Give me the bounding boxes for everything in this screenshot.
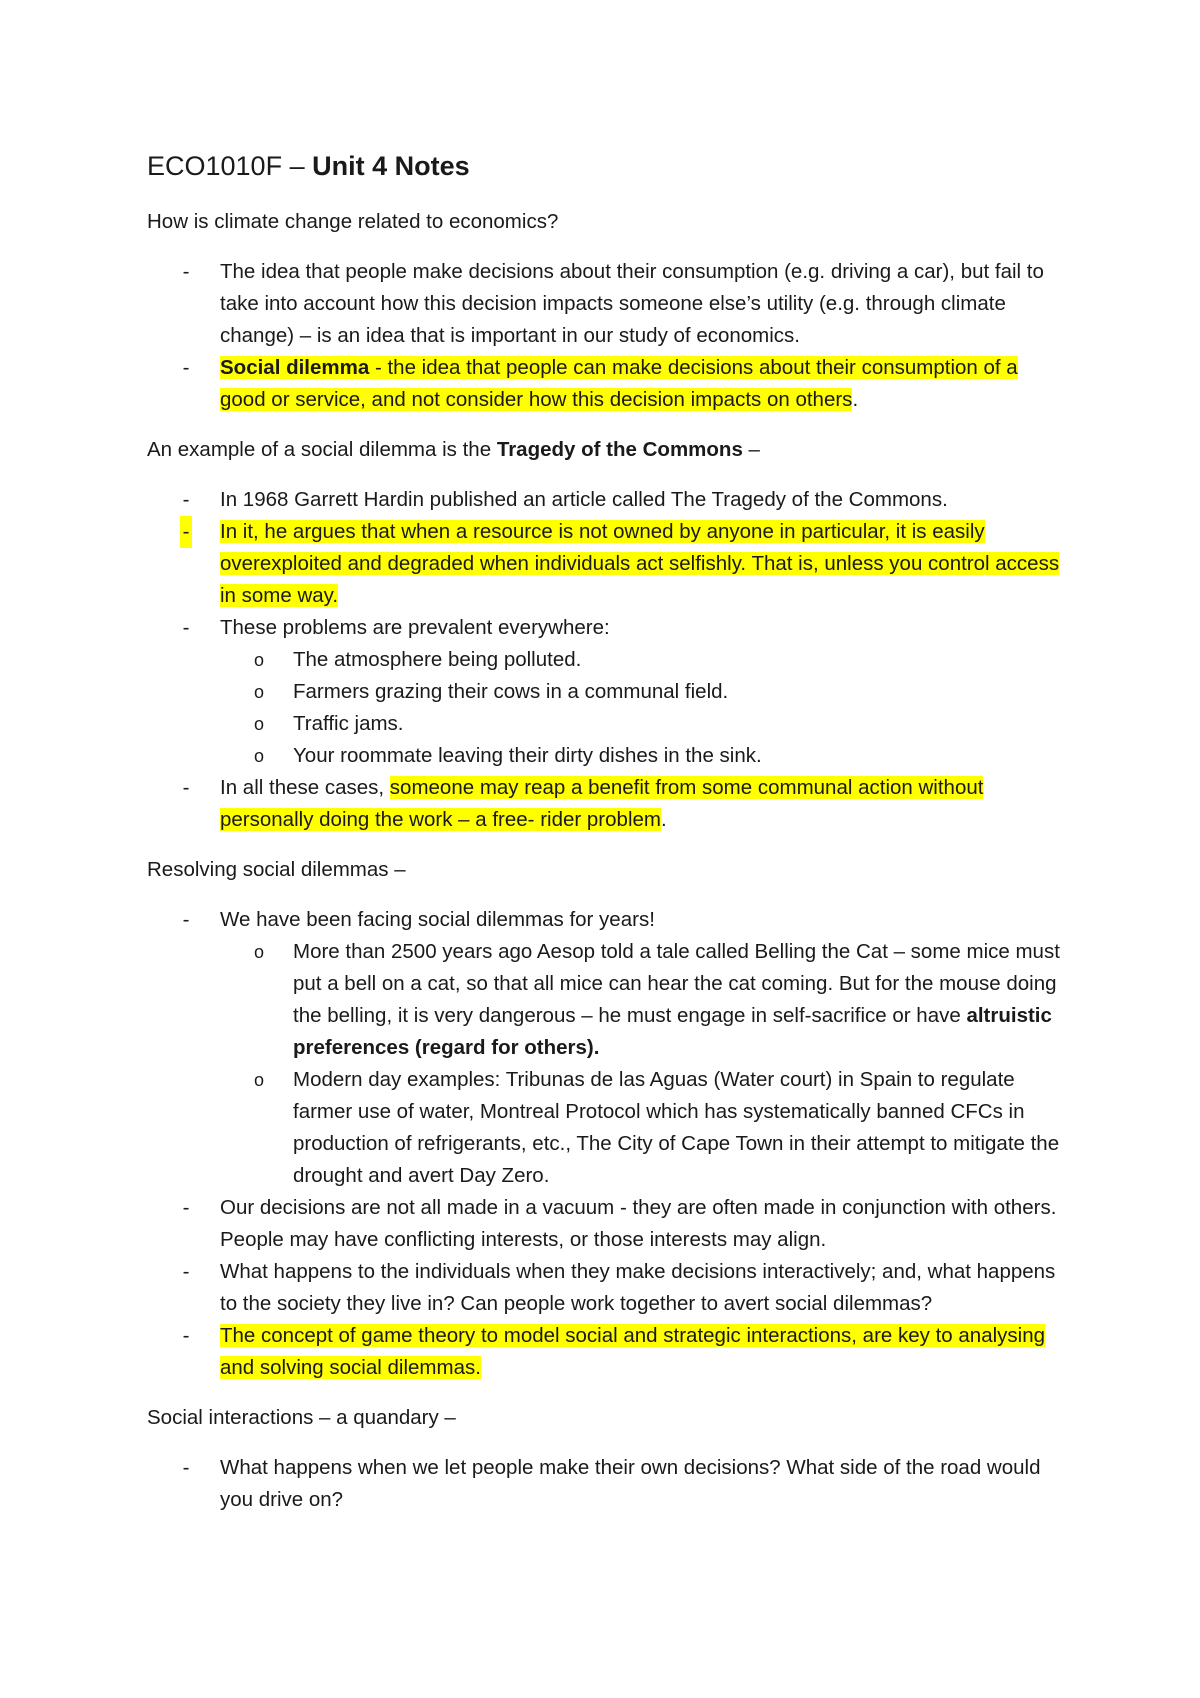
list-item [147,772,1067,836]
term-altruistic-preferences: altruistic preferences (regard for others). [293,1004,1052,1059]
sub-list [220,644,1067,772]
section-lead [147,434,1067,466]
list-item [147,1452,1067,1516]
section-question: How is climate change related to economics? [147,210,559,233]
highlighted-definition [220,356,1018,411]
sub-item-text: Traffic jams. [293,712,404,735]
list-item-text: What happens to the individuals when they make decisions interactively; and, what happens to the society they live in? Can people work together to avert social dilemmas? [220,1260,1056,1315]
sub-item-text: Your roommate leaving their dirty dishes in the sink. [293,744,762,767]
bullet-list [147,484,1067,836]
sub-list-item [220,936,1067,1064]
circle-marker: o [254,1070,265,1090]
circle-marker: o [254,682,265,702]
list-item [147,516,1067,612]
circle-marker: o [254,942,265,962]
list-item-text: Our decisions are not all made in a vacuum - they are often made in conjunction with others. People may have conflicting interests, or those interests may align. [220,1196,1057,1251]
term-social-dilemma: Social dilemma [220,356,370,379]
list-item-text: What happens when we let people make their own decisions? What side of the road would you drive on? [220,1456,1041,1511]
list-item [147,1256,1067,1320]
dash-marker: - [182,1456,190,1479]
dash-marker: - [182,1260,190,1283]
highlighted-text: when a resource is not owned by anyone in particular, it is easily overexploited and degraded when individuals act selfishly. That is, unless you control access in some way. [220,520,1060,607]
list-item-text: The idea that people make decisions about their consumption (e.g. driving a car), but fail to take into account how this decision impacts someone else’s utility (e.g. through climate change) – is an idea that is important in our study of economics. [220,260,1044,347]
term-tragedy-of-commons: Tragedy of the Commons [496,438,743,461]
circle-marker: o [254,714,265,734]
sub-item-text: The atmosphere being polluted. [293,648,582,671]
lead-end: – [742,438,760,461]
list-item-text: In it, he argues that [220,520,402,543]
sub-list-item [220,740,1067,772]
dash-marker: - [182,616,190,639]
list-item-text: These problems are prevalent everywhere: [220,616,610,639]
dash-marker: - [180,516,192,548]
list-item [147,1192,1067,1256]
bullet-list [147,256,1067,416]
bullet-list [147,1452,1067,1516]
dash-marker: - [182,1196,190,1219]
title-course-code: ECO1010F – [147,151,313,181]
list-item [147,256,1067,352]
sub-item-text: Farmers grazing their cows in a communal field. [293,680,729,703]
circle-marker: o [254,650,265,670]
bullet-list [147,904,1067,1384]
list-item-text: In all these cases, [220,776,390,799]
list-item [147,484,1067,516]
definition-text: - the idea that people can make decisions about their consumption of a good or service, and not consider how this decision impacts on others [220,356,1018,411]
highlighted-text: someone may reap a benefit from some communal action without personally doing the work – a free- rider problem [220,776,984,831]
sub-list [220,936,1067,1192]
sub-list-item [220,676,1067,708]
list-item [147,1320,1067,1384]
circle-marker: o [254,746,265,766]
sub-list-item [220,1064,1067,1192]
sub-item-text: More than 2500 years ago Aesop told a tale called Belling the Cat – some mice must put a bell on a cat, so that all mice can hear the cat coming. But for the mouse doing the belling, it is very dangerous – he must engage in self-sacrifice or have [293,940,1060,1027]
punctuation: . [852,388,859,411]
dash-marker: - [182,488,190,511]
list-item [147,904,1067,1192]
dash-marker: - [182,356,190,379]
title-unit: Unit 4 Notes [312,151,470,181]
document-body [147,148,1067,1534]
punctuation: . [660,808,667,831]
sub-list-item [220,708,1067,740]
dash-marker: - [182,776,190,799]
highlighted-text: The concept of game theory to model social and strategic interactions, are key to analysing and solving social dilemmas. [220,1324,1046,1379]
list-item-text: In 1968 Garrett Hardin published an article called The Tragedy of the Commons. [220,488,948,511]
list-item-text: We have been facing social dilemmas for years! [220,908,655,931]
lead-text: An example of a social dilemma is the [147,438,497,461]
dash-marker: - [182,908,190,931]
dash-marker: - [182,1324,190,1347]
page-title [147,148,1067,184]
list-item [147,352,1067,416]
sub-item-text: Modern day examples: Tribunas de las Aguas (Water court) in Spain to regulate farmer use of water, Montreal Protocol which has systematically banned CFCs in production of refrigerants, etc., The City of Cape Town in their attempt to mitigate the drought and avert Day Zero. [293,1068,1060,1187]
sub-list-item [220,644,1067,676]
list-item [147,612,1067,772]
dash-marker: - [182,260,190,283]
section-lead: Resolving social dilemmas – [147,858,406,881]
section-lead: Social interactions – a quandary – [147,1406,456,1429]
